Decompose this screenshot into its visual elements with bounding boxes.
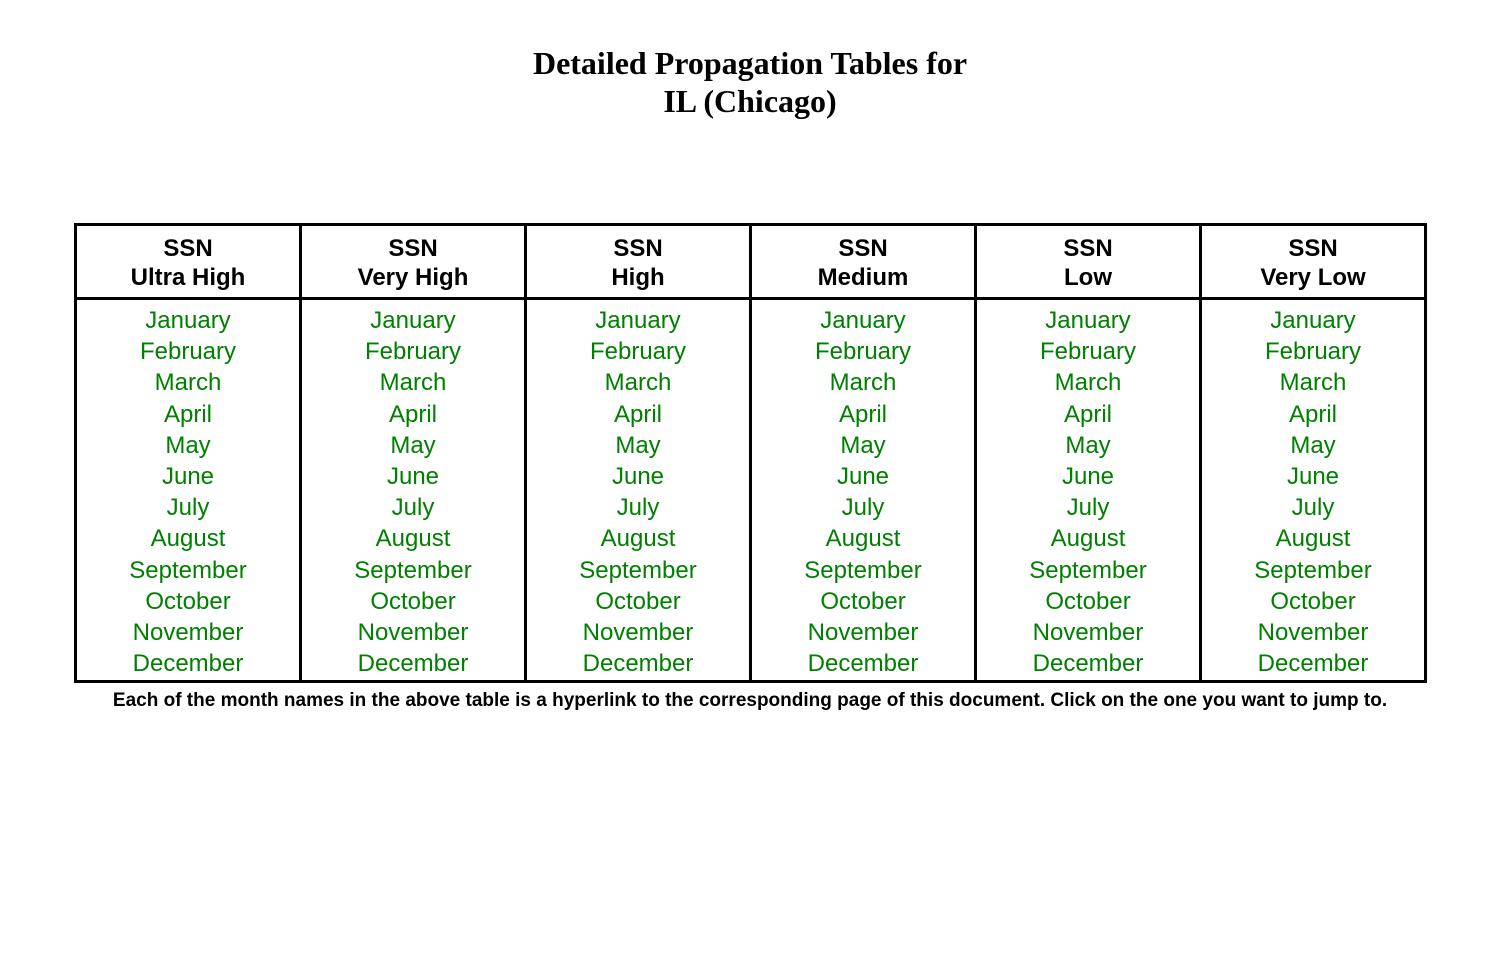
month-link[interactable]: February xyxy=(1264,338,1362,366)
month-link[interactable]: July xyxy=(616,494,660,522)
list-item xyxy=(77,523,299,554)
month-link[interactable]: January xyxy=(820,307,906,334)
list-item xyxy=(302,430,524,461)
column-header xyxy=(752,226,974,300)
list-item xyxy=(977,461,1199,492)
month-link[interactable]: April xyxy=(163,400,212,428)
list-item xyxy=(302,399,524,430)
month-link[interactable]: January xyxy=(1270,307,1356,334)
month-link[interactable]: October xyxy=(145,587,231,615)
table-column xyxy=(749,226,974,680)
list-item xyxy=(527,399,749,430)
list-item xyxy=(1202,586,1424,617)
month-link[interactable]: May xyxy=(390,431,436,459)
list-item xyxy=(977,305,1199,336)
list-item xyxy=(977,617,1199,648)
month-link[interactable]: June xyxy=(1286,462,1340,490)
month-link[interactable]: August xyxy=(825,525,901,553)
month-link[interactable]: March xyxy=(1054,369,1122,397)
list-item xyxy=(527,648,749,679)
list-item xyxy=(752,336,974,367)
month-link[interactable]: June xyxy=(611,462,665,490)
list-item xyxy=(1202,336,1424,367)
list-item xyxy=(302,305,524,336)
month-link[interactable]: November xyxy=(132,618,244,646)
month-list xyxy=(977,300,1199,679)
list-item xyxy=(1202,523,1424,554)
month-list xyxy=(77,300,299,679)
month-link[interactable]: December xyxy=(807,650,919,678)
month-link[interactable]: February xyxy=(364,338,462,366)
month-link[interactable]: September xyxy=(354,556,472,584)
column-header-line-1: SSN xyxy=(838,235,888,262)
list-item xyxy=(527,461,749,492)
list-item xyxy=(977,648,1199,679)
table-column xyxy=(524,226,749,680)
month-link[interactable]: November xyxy=(357,618,469,646)
column-header-line-1: SSN xyxy=(388,235,438,262)
month-link[interactable]: June xyxy=(1061,462,1115,490)
list-item xyxy=(1202,305,1424,336)
list-item xyxy=(527,492,749,523)
footnote: Each of the month names in the above table is a hyperlink to the corresponding page of this document. Click on the one you want to jump to. xyxy=(112,690,1388,711)
month-link[interactable]: July xyxy=(1291,494,1335,522)
month-link[interactable]: September xyxy=(129,556,247,584)
list-item xyxy=(752,586,974,617)
list-item xyxy=(527,586,749,617)
month-link[interactable]: June xyxy=(836,462,890,490)
column-header-line-2: Medium xyxy=(817,264,909,291)
month-link[interactable]: June xyxy=(386,462,440,490)
column-header xyxy=(302,226,524,300)
month-link[interactable]: May xyxy=(1290,431,1336,459)
list-item xyxy=(1202,648,1424,679)
list-item xyxy=(1202,461,1424,492)
month-link[interactable]: October xyxy=(1045,587,1131,615)
list-item xyxy=(752,430,974,461)
month-link[interactable]: July xyxy=(391,494,435,522)
list-item xyxy=(977,555,1199,586)
month-link[interactable]: November xyxy=(1032,618,1144,646)
month-link[interactable]: May xyxy=(840,431,886,459)
list-item xyxy=(77,367,299,398)
list-item xyxy=(302,523,524,554)
month-link[interactable]: February xyxy=(1039,338,1137,366)
list-item xyxy=(77,617,299,648)
month-link[interactable]: July xyxy=(841,494,885,522)
month-link[interactable]: May xyxy=(165,431,211,459)
month-link[interactable]: September xyxy=(804,556,922,584)
list-item xyxy=(77,461,299,492)
propagation-table xyxy=(74,223,1427,683)
page-title xyxy=(0,44,1500,120)
list-item xyxy=(302,492,524,523)
table-column xyxy=(299,226,524,680)
month-link[interactable]: January xyxy=(145,307,231,334)
list-item xyxy=(77,586,299,617)
list-item xyxy=(977,586,1199,617)
month-link[interactable]: August xyxy=(1050,525,1126,553)
column-header xyxy=(977,226,1199,300)
list-item xyxy=(77,430,299,461)
month-link[interactable]: April xyxy=(1288,400,1337,428)
month-link[interactable]: April xyxy=(838,400,887,428)
list-item xyxy=(752,648,974,679)
month-link[interactable]: September xyxy=(579,556,697,584)
month-link[interactable]: April xyxy=(388,400,437,428)
month-list xyxy=(302,300,524,679)
list-item xyxy=(977,336,1199,367)
month-link[interactable]: October xyxy=(1270,587,1356,615)
month-link[interactable]: December xyxy=(582,650,694,678)
month-link[interactable]: February xyxy=(139,338,237,366)
month-link[interactable]: August xyxy=(150,525,226,553)
month-link[interactable]: March xyxy=(829,369,897,397)
month-link[interactable]: February xyxy=(814,338,912,366)
month-link[interactable]: July xyxy=(166,494,210,522)
column-header xyxy=(1202,226,1424,300)
month-link[interactable]: December xyxy=(357,650,469,678)
month-link[interactable]: April xyxy=(1063,400,1112,428)
page-title-line-2: IL (Chicago) xyxy=(663,83,837,119)
list-item xyxy=(302,336,524,367)
month-link[interactable]: April xyxy=(613,400,662,428)
month-link[interactable]: August xyxy=(1275,525,1351,553)
column-header-line-2: Ultra High xyxy=(130,264,246,291)
month-link[interactable]: September xyxy=(1029,556,1147,584)
month-link[interactable]: August xyxy=(375,525,451,553)
month-link[interactable]: October xyxy=(820,587,906,615)
list-item xyxy=(302,555,524,586)
column-header-line-2: High xyxy=(611,264,665,291)
list-item xyxy=(1202,399,1424,430)
month-list xyxy=(527,300,749,679)
month-link[interactable]: November xyxy=(1257,618,1369,646)
list-item xyxy=(752,305,974,336)
list-item xyxy=(77,305,299,336)
month-link[interactable]: March xyxy=(154,369,222,397)
list-item xyxy=(77,492,299,523)
list-item xyxy=(302,461,524,492)
month-link[interactable]: June xyxy=(161,462,215,490)
column-header-line-2: Very High xyxy=(357,264,469,291)
column-header xyxy=(77,226,299,300)
month-link[interactable]: September xyxy=(1254,556,1372,584)
list-item xyxy=(977,399,1199,430)
month-link[interactable]: May xyxy=(1065,431,1111,459)
column-header-line-1: SSN xyxy=(1063,235,1113,262)
month-link[interactable]: January xyxy=(370,307,456,334)
month-link[interactable]: December xyxy=(1032,650,1144,678)
list-item xyxy=(1202,430,1424,461)
list-item xyxy=(752,367,974,398)
month-link[interactable]: December xyxy=(1257,650,1369,678)
month-link[interactable]: July xyxy=(1066,494,1110,522)
list-item xyxy=(752,617,974,648)
list-item xyxy=(77,336,299,367)
list-item xyxy=(527,336,749,367)
table-column xyxy=(77,226,299,680)
table-column xyxy=(1199,226,1424,680)
table-column xyxy=(974,226,1199,680)
column-header-line-1: SSN xyxy=(163,235,213,262)
list-item xyxy=(77,555,299,586)
month-link[interactable]: May xyxy=(615,431,661,459)
column-header-line-2: Low xyxy=(1064,264,1112,291)
month-link[interactable]: October xyxy=(370,587,456,615)
month-link[interactable]: November xyxy=(582,618,694,646)
list-item xyxy=(752,555,974,586)
month-link[interactable]: October xyxy=(595,587,681,615)
list-item xyxy=(527,430,749,461)
list-item xyxy=(527,617,749,648)
list-item xyxy=(77,399,299,430)
list-item xyxy=(302,367,524,398)
list-item xyxy=(977,430,1199,461)
column-header xyxy=(527,226,749,300)
month-list xyxy=(1202,300,1424,679)
list-item xyxy=(1202,367,1424,398)
list-item xyxy=(527,305,749,336)
list-item xyxy=(527,555,749,586)
list-item xyxy=(752,523,974,554)
month-list xyxy=(752,300,974,679)
month-link[interactable]: February xyxy=(589,338,687,366)
list-item xyxy=(1202,617,1424,648)
month-link[interactable]: January xyxy=(595,307,681,334)
column-header-line-1: SSN xyxy=(613,235,663,262)
month-link[interactable]: August xyxy=(600,525,676,553)
list-item xyxy=(302,648,524,679)
month-link[interactable]: March xyxy=(1279,369,1347,397)
list-item xyxy=(1202,492,1424,523)
month-link[interactable]: January xyxy=(1045,307,1131,334)
column-header-line-2: Very Low xyxy=(1260,264,1366,291)
month-link[interactable]: November xyxy=(807,618,919,646)
list-item xyxy=(977,492,1199,523)
list-item xyxy=(752,461,974,492)
list-item xyxy=(302,617,524,648)
list-item xyxy=(752,492,974,523)
list-item xyxy=(527,523,749,554)
month-link[interactable]: December xyxy=(132,650,244,678)
page-title-line-1: Detailed Propagation Tables for xyxy=(532,45,968,81)
list-item xyxy=(302,586,524,617)
column-header-line-1: SSN xyxy=(1288,235,1338,262)
month-link[interactable]: March xyxy=(604,369,672,397)
list-item xyxy=(1202,555,1424,586)
list-item xyxy=(752,399,974,430)
list-item xyxy=(977,367,1199,398)
list-item xyxy=(77,648,299,679)
list-item xyxy=(977,523,1199,554)
list-item xyxy=(527,367,749,398)
month-link[interactable]: March xyxy=(379,369,447,397)
